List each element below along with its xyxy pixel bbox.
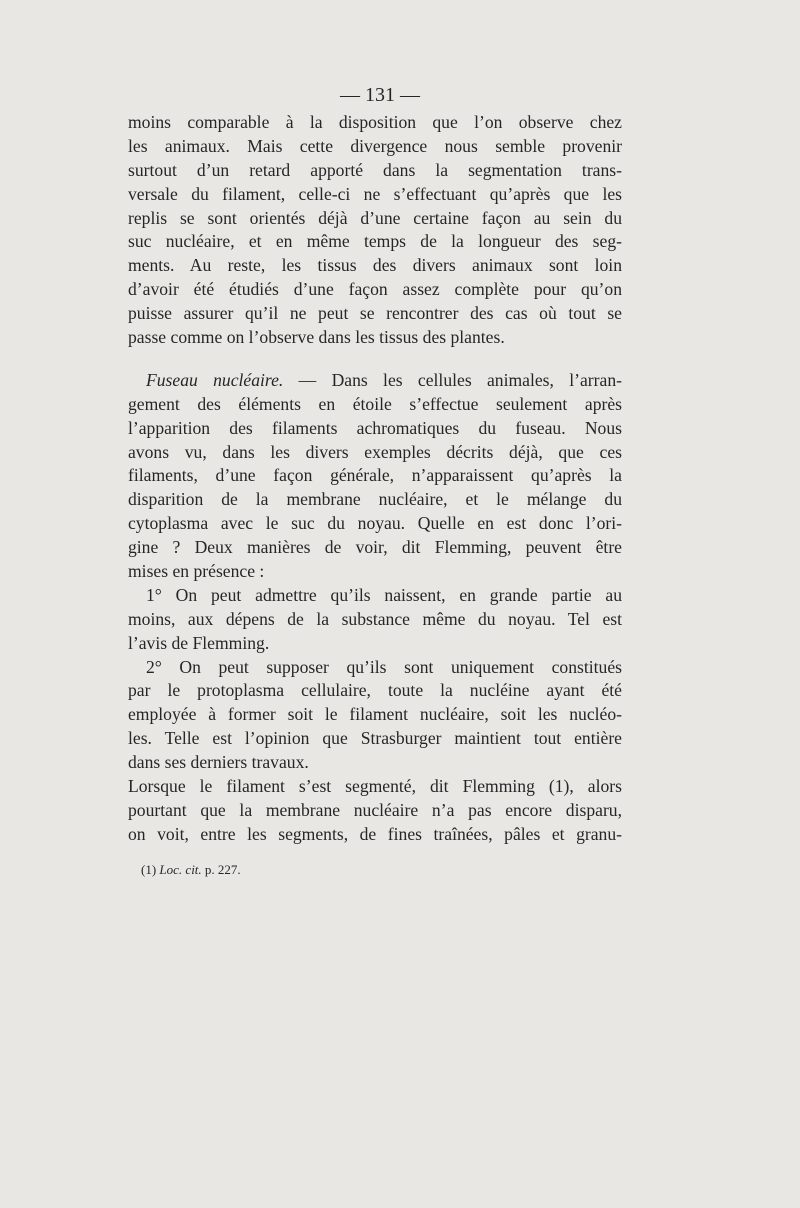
page-number: — 131 — [340,84,420,106]
text-line: suc nucléaire, et en même temps de la longueur des seg- [128,231,622,252]
footnote-source: Loc. cit. [159,862,202,877]
text-line: puisse assurer qu’il ne peut se rencontrer des cas où tout se [128,303,622,324]
text-line: ments. Au reste, les tissus des divers animaux sont loin [128,255,622,276]
text-line: passe comme on l’observe dans les tissus des plantes. [128,327,505,348]
paragraph-1 [128,111,622,350]
text-line: l’avis de Flemming. [128,632,270,653]
text-line: disparition de la membrane nucléaire, et le mélange du [128,489,622,510]
text-line: les. Telle est l’opinion que Strasburger maintient tout entière [128,728,622,749]
text-line: mises en présence : [128,561,265,582]
text-line: gine ? Deux manières de voir, dit Flemming, peuvent être [128,537,622,558]
text-line: 2° On peut supposer qu’ils sont uniquement constitués [146,656,622,677]
section-heading: Fuseau nucléaire. [146,369,284,390]
text-line: 1° On peut admettre qu’ils naissent, en grande partie au [146,584,622,605]
text-line [128,369,622,393]
text-span: — Dans les cellules animales, l’arran- [283,369,622,390]
text-line: avons vu, dans les divers exemples décrits déjà, que ces [128,441,622,462]
footnote-page: p. 227. [204,862,241,877]
text-line: pourtant que la membrane nucléaire n’a pas encore disparu, [128,799,622,820]
text-line: Lorsque le filament s’est segmenté, dit Flemming (1), alors [128,776,622,797]
text-line: versale du filament, celle-ci ne s’effectuant qu’après que les [128,183,622,204]
paragraph-point-1 [128,584,622,656]
body-text [128,111,622,847]
text-line: les animaux. Mais cette divergence nous semble provenir [128,135,622,156]
text-line: gement des éléments en étoile s’effectue seulement après [128,393,622,414]
text-line: employée à former soit le filament nucléaire, soit les nucléo- [128,704,622,725]
text-line: replis se sont orientés déjà d’une certaine façon au sein du [128,207,622,228]
text-line: filaments, d’une façon générale, n’apparaissent qu’après la [128,465,622,486]
text-line: par le protoplasma cellulaire, toute la nucléine ayant été [128,680,622,701]
footnote [141,862,241,878]
text-line: moins comparable à la disposition que l’on observe chez [128,112,622,132]
text-line: l’apparition des filaments achromatiques du fuseau. Nous [128,417,622,438]
paragraph-fuseau-nucleaire [128,369,622,584]
text-line: on voit, entre les segments, de fines traînées, pâles et granu- [128,823,622,844]
text-line: dans ses derniers travaux. [128,752,309,773]
text-line: surtout d’un retard apporté dans la segmentation trans- [128,159,622,180]
paragraph-lorsque [128,775,622,847]
text-line: d’avoir été étudiés d’une façon assez complète pour qu’on [128,279,622,300]
text-line: cytoplasma avec le suc du noyau. Quelle en est donc l’ori- [128,513,622,534]
paragraph-point-2 [128,656,622,775]
footnote-marker: (1) [141,862,157,877]
text-line: moins, aux dépens de la substance même du noyau. Tel est [128,608,622,629]
